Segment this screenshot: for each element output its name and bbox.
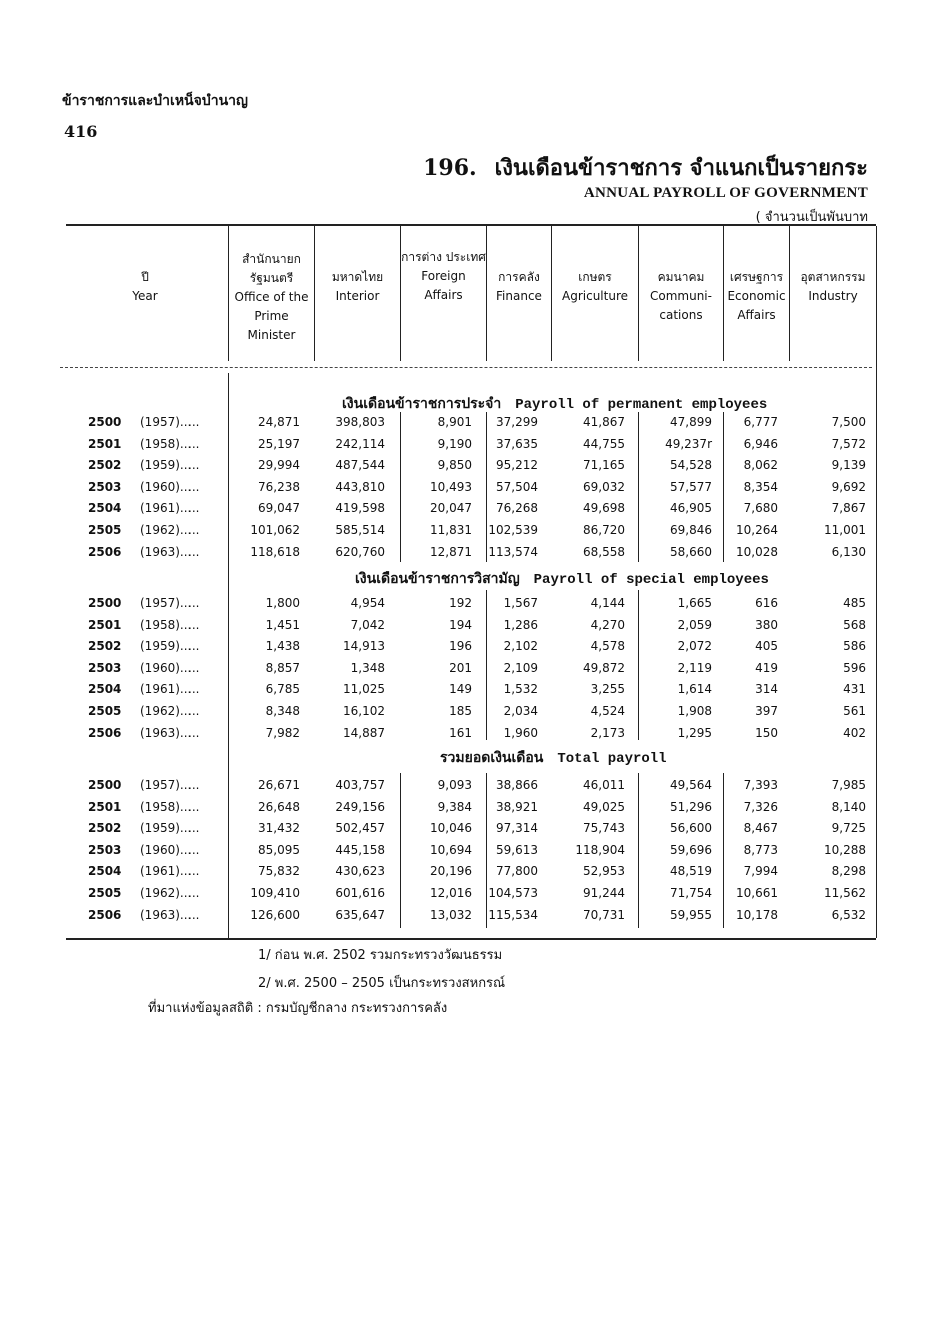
year-be: 2500	[88, 415, 122, 429]
cell-value: 4,578	[590, 639, 625, 654]
year-be: 2503	[88, 479, 122, 494]
cell-value: 25,197	[258, 436, 300, 451]
cell-value: 118,904	[575, 842, 625, 857]
cell-value: 10,661	[736, 886, 778, 900]
column-header-communications: คมนาคม Communi- cations	[650, 270, 712, 322]
leader-dots: ...	[188, 458, 200, 473]
leader-dots: ...	[188, 639, 200, 654]
cell-value: 13,032	[430, 907, 472, 922]
table-row	[0, 437, 941, 458]
leader-dots: ...	[188, 596, 200, 610]
title-thai-text: เงินเดือนข้าราชการ จำแนกเป็นรายกระ	[494, 155, 868, 181]
table-row	[0, 886, 941, 907]
cell-value: 7,572	[831, 436, 866, 451]
cell-value: 101,062	[250, 523, 300, 537]
leader-dots: ...	[188, 842, 200, 857]
footnote-2: 2/ พ.ศ. 2500 – 2505 เป็นกระทรวงสหกรณ์	[258, 976, 506, 991]
cell-value: 4,524	[590, 704, 625, 718]
table-bottom-rule	[66, 938, 876, 940]
page-number: 416	[64, 122, 98, 141]
cell-value: 76,238	[258, 479, 300, 494]
cell-value: 620,760	[335, 544, 385, 559]
year-be: 2501	[88, 799, 122, 814]
column-header-economic-affairs: เศรษฐการ Economic Affairs	[727, 270, 786, 322]
cell-value: 7,326	[743, 799, 778, 814]
year-ce: (1957)...	[140, 778, 192, 792]
cell-value: 2,059	[677, 617, 712, 632]
cell-value: 52,953	[583, 864, 625, 879]
cell-value: 58,660	[670, 544, 712, 559]
cell-value: 2,119	[677, 660, 712, 675]
cell-value: 46,011	[583, 778, 625, 792]
cell-value: 561	[843, 704, 866, 718]
cell-value: 2,102	[503, 639, 538, 654]
table-row	[0, 704, 941, 725]
cell-value: 16,102	[343, 704, 385, 718]
cell-value: 185	[449, 704, 472, 718]
table-row	[0, 778, 941, 799]
year-be: 2502	[88, 458, 122, 473]
cell-value: 1,286	[503, 617, 538, 632]
cell-value: 6,785	[265, 682, 300, 697]
cell-value: 37,635	[496, 436, 538, 451]
cell-value: 31,432	[258, 821, 300, 836]
cell-value: 8,298	[831, 864, 866, 879]
cell-value: 41,867	[583, 415, 625, 429]
cell-value: 445,158	[335, 842, 385, 857]
table-row	[0, 480, 941, 501]
cell-value: 1,451	[265, 617, 300, 632]
year-ce: (1960)...	[140, 479, 192, 494]
cell-value: 8,062	[743, 458, 778, 473]
leader-dots: ...	[188, 799, 200, 814]
footnote-1: 1/ ก่อน พ.ศ. 2502 รวมกระทรวงวัฒนธรรม	[258, 948, 503, 963]
cell-value: 4,144	[590, 596, 625, 610]
cell-value: 8,348	[265, 704, 300, 718]
cell-value: 8,140	[831, 799, 866, 814]
cell-value: 37,299	[496, 415, 538, 429]
cell-value: 161	[449, 725, 472, 740]
cell-value: 1,348	[350, 660, 385, 675]
year-be: 2504	[88, 682, 122, 697]
column-header-year: ปี Year	[132, 270, 158, 303]
cell-value: 1,800	[265, 596, 300, 610]
cell-value: 12,871	[430, 544, 472, 559]
cell-value: 75,743	[583, 821, 625, 836]
table-title	[423, 150, 868, 227]
year-ce: (1959)...	[140, 639, 192, 654]
running-head: ข้าราชการและบำเหน็จบำนาญ	[62, 93, 248, 109]
cell-value: 10,493	[430, 479, 472, 494]
cell-value: 51,296	[670, 799, 712, 814]
cell-value: 1,960	[503, 725, 538, 740]
year-ce: (1963)...	[140, 907, 192, 922]
cell-value: 69,846	[670, 523, 712, 537]
column-header-industry: อุตสาหกรรม Industry	[800, 270, 866, 303]
year-ce: (1958)...	[140, 799, 192, 814]
header-bottom-rule	[60, 367, 872, 368]
cell-value: 56,600	[670, 821, 712, 836]
cell-value: 380	[755, 617, 778, 632]
cell-value: 9,093	[437, 778, 472, 792]
leader-dots: ...	[188, 907, 200, 922]
year-ce: (1958)...	[140, 617, 192, 632]
cell-value: 7,680	[743, 501, 778, 516]
table-row	[0, 800, 941, 821]
cell-value: 8,857	[265, 660, 300, 675]
year-be: 2501	[88, 436, 122, 451]
leader-dots: ...	[188, 436, 200, 451]
section-heading-total: รวมยอดเงินเดือน Total payroll	[440, 750, 667, 767]
cell-value: 44,755	[583, 436, 625, 451]
cell-value: 405	[755, 639, 778, 654]
year-ce: (1963)...	[140, 544, 192, 559]
cell-value: 24,871	[258, 415, 300, 429]
column-header-foreign-affairs: การต่าง ประเทศ Foreign Affairs	[401, 250, 486, 302]
year-be: 2505	[88, 704, 122, 718]
cell-value: 20,196	[430, 864, 472, 879]
cell-value: 49,025	[583, 799, 625, 814]
year-be: 2505	[88, 886, 122, 900]
year-ce: (1960)...	[140, 842, 192, 857]
cell-value: 443,810	[335, 479, 385, 494]
cell-value: 601,616	[335, 886, 385, 900]
cell-value: 2,173	[590, 725, 625, 740]
cell-value: 59,955	[670, 907, 712, 922]
title-thai	[423, 150, 868, 185]
cell-value: 49,564	[670, 778, 712, 792]
year-be: 2500	[88, 596, 122, 610]
cell-value: 1,295	[677, 725, 712, 740]
cell-value: 249,156	[335, 799, 385, 814]
table-row	[0, 661, 941, 682]
cell-value: 85,095	[258, 842, 300, 857]
cell-value: 397	[755, 704, 778, 718]
cell-value: 3,255	[590, 682, 625, 697]
cell-value: 8,773	[743, 842, 778, 857]
cell-value: 77,800	[496, 864, 538, 879]
leader-dots: ...	[188, 544, 200, 559]
leader-dots: ...	[188, 479, 200, 494]
cell-value: 150	[755, 725, 778, 740]
cell-value: 1,567	[503, 596, 538, 610]
year-be: 2502	[88, 639, 122, 654]
year-be: 2501	[88, 617, 122, 632]
cell-value: 6,777	[743, 415, 778, 429]
cell-value: 7,042	[350, 617, 385, 632]
cell-value: 1,908	[677, 704, 712, 718]
cell-value: 59,613	[496, 842, 538, 857]
leader-dots: ...	[188, 821, 200, 836]
cell-value: 585,514	[335, 523, 385, 537]
cell-value: 192	[449, 596, 472, 610]
leader-dots: ...	[188, 617, 200, 632]
cell-value: 70,731	[583, 907, 625, 922]
cell-value: 1,614	[677, 682, 712, 697]
cell-value: 38,866	[496, 778, 538, 792]
cell-value: 91,244	[583, 886, 625, 900]
cell-value: 49,698	[583, 501, 625, 516]
year-be: 2503	[88, 842, 122, 857]
cell-value: 6,532	[831, 907, 866, 922]
cell-value: 113,574	[488, 544, 538, 559]
cell-value: 57,504	[496, 479, 538, 494]
cell-value: 402	[843, 725, 866, 740]
leader-dots: ...	[188, 725, 200, 740]
cell-value: 4,270	[590, 617, 625, 632]
cell-value: 68,558	[583, 544, 625, 559]
cell-value: 10,288	[824, 842, 866, 857]
cell-value: 49,872	[583, 660, 625, 675]
cell-value: 196	[449, 639, 472, 654]
table-row	[0, 618, 941, 639]
cell-value: 419	[755, 660, 778, 675]
cell-value: 502,457	[335, 821, 385, 836]
cell-value: 104,573	[488, 886, 538, 900]
cell-value: 10,028	[736, 544, 778, 559]
year-ce: (1961)...	[140, 682, 192, 697]
cell-value: 69,047	[258, 501, 300, 516]
cell-value: 59,696	[670, 842, 712, 857]
cell-value: 97,314	[496, 821, 538, 836]
table-row	[0, 682, 941, 703]
cell-value: 10,046	[430, 821, 472, 836]
leader-dots: ...	[188, 660, 200, 675]
cell-value: 10,264	[736, 523, 778, 537]
year-ce: (1957)...	[140, 596, 192, 610]
cell-value: 314	[755, 682, 778, 697]
cell-value: 26,671	[258, 778, 300, 792]
cell-value: 487,544	[335, 458, 385, 473]
cell-value: 430,623	[335, 864, 385, 879]
cell-value: 69,032	[583, 479, 625, 494]
cell-value: 11,562	[824, 886, 866, 900]
cell-value: 7,982	[265, 725, 300, 740]
cell-value: 115,534	[488, 907, 538, 922]
cell-value: 9,190	[437, 436, 472, 451]
cell-value: 75,832	[258, 864, 300, 879]
year-ce: (1962)...	[140, 523, 192, 537]
cell-value: 7,867	[831, 501, 866, 516]
cell-value: 46,905	[670, 501, 712, 516]
cell-value: 616	[755, 596, 778, 610]
unit-note: ( จำนวนเป็นพันบาท	[755, 210, 868, 225]
cell-value: 8,901	[437, 415, 472, 429]
cell-value: 194	[449, 617, 472, 632]
cell-value: 4,954	[350, 596, 385, 610]
title-english: ANNUAL PAYROLL OF GOVERNMENT	[583, 185, 868, 201]
cell-value: 9,384	[437, 799, 472, 814]
year-ce: (1957)...	[140, 415, 192, 429]
cell-value: 1,532	[503, 682, 538, 697]
cell-value: 7,994	[743, 864, 778, 879]
cell-value: 9,725	[831, 821, 866, 836]
table-row	[0, 415, 941, 436]
column-header-agriculture: เกษตร Agriculture	[562, 270, 628, 303]
cell-value: 8,467	[743, 821, 778, 836]
cell-value: 1,438	[265, 639, 300, 654]
table-row	[0, 545, 941, 566]
cell-value: 11,025	[343, 682, 385, 697]
leader-dots: ...	[188, 415, 200, 429]
table-row	[0, 639, 941, 660]
table-row	[0, 596, 941, 617]
cell-value: 149	[449, 682, 472, 697]
leader-dots: ...	[188, 523, 200, 537]
cell-value: 109,410	[250, 886, 300, 900]
year-be: 2506	[88, 725, 122, 740]
cell-value: 398,803	[335, 415, 385, 429]
column-header-interior: มหาดไทย Interior	[331, 270, 384, 303]
cell-value: 568	[843, 617, 866, 632]
cell-value: 2,034	[503, 704, 538, 718]
cell-value: 431	[843, 682, 866, 697]
cell-value: 1,665	[677, 596, 712, 610]
cell-value: 38,921	[496, 799, 538, 814]
cell-value: 14,887	[343, 725, 385, 740]
leader-dots: ...	[188, 864, 200, 879]
table-row	[0, 458, 941, 479]
year-ce: (1959)...	[140, 821, 192, 836]
cell-value: 54,528	[670, 458, 712, 473]
cell-value: 7,500	[831, 415, 866, 429]
cell-value: 26,648	[258, 799, 300, 814]
cell-value: 2,072	[677, 639, 712, 654]
year-be: 2506	[88, 544, 122, 559]
table-row	[0, 843, 941, 864]
section-heading-permanent: เงินเดือนข้าราชการประจำ Payroll of permanent employees	[342, 396, 768, 413]
year-be: 2504	[88, 864, 122, 879]
cell-value: 71,754	[670, 886, 712, 900]
table-row	[0, 501, 941, 522]
cell-value: 485	[843, 596, 866, 610]
table-row	[0, 864, 941, 885]
cell-value: 118,618	[250, 544, 300, 559]
leader-dots: ...	[188, 704, 200, 718]
header-top-rule	[66, 224, 876, 226]
cell-value: 8,354	[743, 479, 778, 494]
year-be: 2502	[88, 821, 122, 836]
cell-value: 12,016	[430, 886, 472, 900]
year-ce: (1959)...	[140, 458, 192, 473]
year-ce: (1962)...	[140, 704, 192, 718]
cell-value: 242,114	[335, 436, 385, 451]
cell-value: 102,539	[488, 523, 538, 537]
leader-dots: ...	[188, 886, 200, 900]
cell-value: 76,268	[496, 501, 538, 516]
cell-value: 126,600	[250, 907, 300, 922]
cell-value: 11,831	[430, 523, 472, 537]
year-be: 2506	[88, 907, 122, 922]
cell-value: 2,109	[503, 660, 538, 675]
cell-value: 57,577	[670, 479, 712, 494]
year-ce: (1960)...	[140, 660, 192, 675]
section-heading-special: เงินเดือนข้าราชการวิสามัญ Payroll of special employees	[355, 571, 769, 588]
table-row	[0, 726, 941, 747]
cell-value: 635,647	[335, 907, 385, 922]
cell-value: 596	[843, 660, 866, 675]
cell-value: 14,913	[343, 639, 385, 654]
table-row	[0, 821, 941, 842]
cell-value: 10,694	[430, 842, 472, 857]
cell-value: 7,393	[743, 778, 778, 792]
source-note: ที่มาแห่งข้อมูลสถิติ : กรมบัญชีกลาง กระทรวงการคลัง	[148, 1001, 448, 1016]
year-be: 2503	[88, 660, 122, 675]
cell-value: 201	[449, 660, 472, 675]
year-be: 2504	[88, 501, 122, 516]
cell-value: 71,165	[583, 458, 625, 473]
year-be: 2505	[88, 523, 122, 537]
year-ce: (1958)...	[140, 436, 192, 451]
cell-value: 95,212	[496, 458, 538, 473]
cell-value: 11,001	[824, 523, 866, 537]
leader-dots: ...	[188, 501, 200, 516]
column-header-finance: การคลัง Finance	[496, 270, 542, 303]
cell-value: 9,139	[831, 458, 866, 473]
cell-value: 86,720	[583, 523, 625, 537]
cell-value: 48,519	[670, 864, 712, 879]
leader-dots: ...	[188, 682, 200, 697]
year-ce: (1961)...	[140, 864, 192, 879]
year-be: 2500	[88, 778, 122, 792]
table-row	[0, 908, 941, 929]
cell-value: 9,850	[437, 458, 472, 473]
cell-value: 9,692	[831, 479, 866, 494]
cell-value: 419,598	[335, 501, 385, 516]
leader-dots: ...	[188, 778, 200, 792]
year-ce: (1961)...	[140, 501, 192, 516]
year-ce: (1962)...	[140, 886, 192, 900]
column-header-prime-minister: สำนักนายก รัฐมนตรี Office of the Prime Minister	[234, 252, 309, 342]
cell-value: 6,946	[743, 436, 778, 451]
cell-value: 586	[843, 639, 866, 654]
table-number: 196.	[423, 155, 477, 181]
cell-value: 20,047	[430, 501, 472, 516]
cell-value: 403,757	[335, 778, 385, 792]
cell-value: 10,178	[736, 907, 778, 922]
cell-value: 7,985	[831, 778, 866, 792]
cell-value: 6,130	[831, 544, 866, 559]
cell-value: 29,994	[258, 458, 300, 473]
year-ce: (1963)...	[140, 725, 192, 740]
table-row	[0, 523, 941, 544]
cell-value: 47,899	[670, 415, 712, 429]
cell-value: 49,237r	[665, 436, 712, 451]
